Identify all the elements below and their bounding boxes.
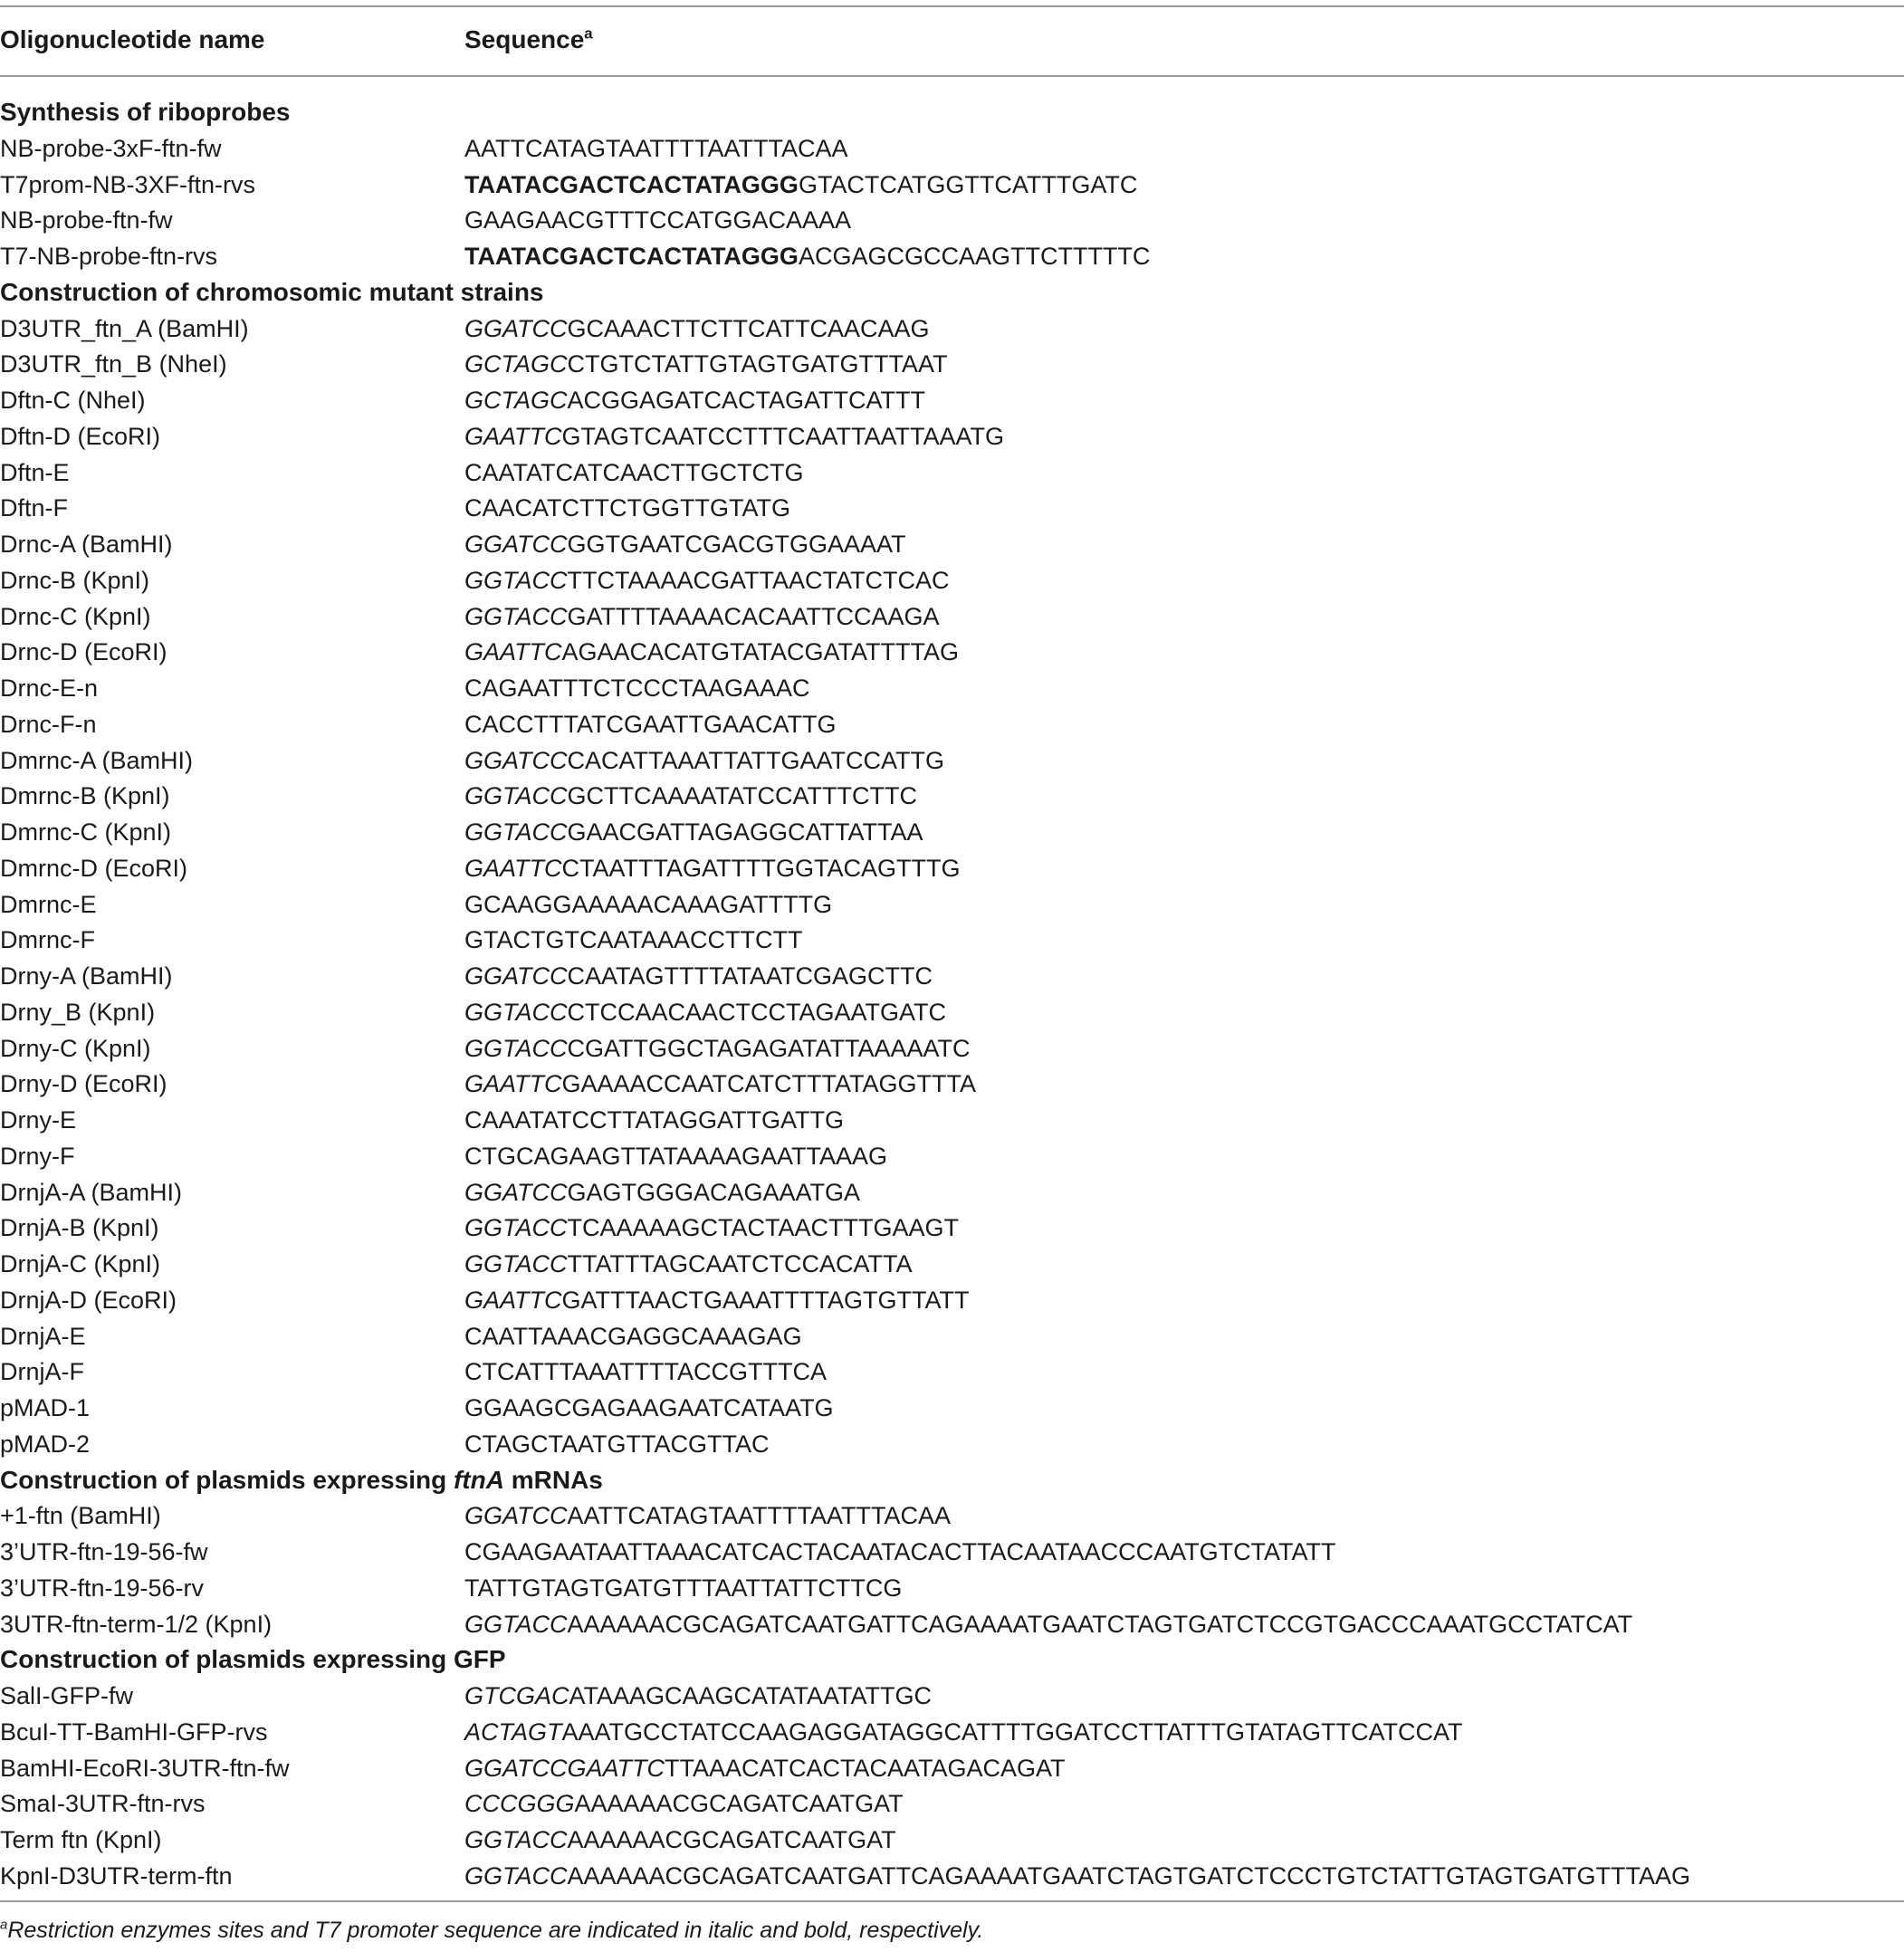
section-title-gene: ftnA [453, 1465, 504, 1494]
oligo-name: Drny-A (BamHI) [0, 962, 173, 990]
table-body [0, 95, 1904, 1895]
table-row [0, 1427, 1904, 1463]
sequence-body: CGAAGAATAATTAAACATCACTACAATACACTTACAATAACCCAATGTCTATATT [464, 1538, 1336, 1565]
sequence-body: GATTTAACTGAAATTTTAGTGTTATT [561, 1286, 970, 1314]
oligo-sequence [464, 1392, 834, 1423]
sequence-body: AATTCATAGTAATTTTAATTTACAA [464, 134, 848, 162]
oligo-sequence [464, 493, 790, 523]
table-row [0, 419, 1904, 455]
restriction-site: GGTACC [464, 1034, 568, 1062]
oligo-sequence [464, 1212, 959, 1243]
sequence-body: GAAGAACGTTTCCATGGACAAAA [464, 206, 852, 234]
column-header-sequence-label: Sequence [464, 25, 585, 53]
oligo-sequence [464, 1861, 1690, 1891]
table-row [0, 671, 1904, 707]
oligo-name: Drny-C (KpnI) [0, 1034, 151, 1062]
restriction-site: GGTACC [464, 602, 568, 630]
oligo-sequence [464, 1068, 976, 1099]
sequence-body: AAAAAACGCAGATCAATGATTCAGAAAATGAATCTAGTGATCTCCGTGACCCAAATGCCTATCAT [567, 1610, 1633, 1638]
table-row [0, 1354, 1904, 1391]
oligo-sequence [464, 565, 950, 596]
oligo-sequence [464, 924, 802, 955]
table-row [0, 779, 1904, 815]
oligo-sequence [464, 997, 946, 1028]
oligo-name: pMAD-2 [0, 1430, 91, 1458]
table-row [0, 563, 1904, 599]
oligo-name: T7-NB-probe-ftn-rvs [0, 243, 218, 270]
oligo-sequence [464, 205, 851, 235]
oligo-name: Drnc-E-n [0, 675, 99, 702]
oligo-name: Dftn-F [0, 494, 69, 522]
oligo-sequence [464, 601, 940, 632]
sequence-body: TTCTAAAACGATTAACTATCTCAC [567, 566, 950, 594]
sequence-body: ATAAAGCAAGCATATAATATTGC [569, 1682, 933, 1709]
restriction-site: GGATCC [464, 1502, 568, 1530]
oligo-name: D3UTR_ftn_A (BamHI) [0, 314, 249, 342]
sequence-body: TATTGTAGTGATGTTTAATTATTCTTCG [464, 1574, 903, 1602]
sequence-body: GCAAGGAAAAACAAAGATTTTG [464, 890, 833, 918]
sequence-body: GTACTCATGGTTCATTTGATC [798, 170, 1138, 198]
oligo-sequence [464, 133, 847, 164]
footnote-marker: a [0, 1917, 8, 1933]
section-heading-row [0, 275, 1904, 311]
oligo-name: Dmrnc-C (KpnI) [0, 818, 172, 846]
sequence-body: AAAAAACGCAGATCAATGATTCAGAAAATGAATCTAGTGATCTCCCTGTCTATTGTAGTGATGTTTAAG [567, 1861, 1691, 1890]
oligo-sequence [464, 169, 1137, 200]
sequence-body: AAATGCCTATCCAAGAGGATAGGCATTTTGGATCCTTATTTGTATAGTTCATCCAT [561, 1718, 1463, 1746]
oligo-name: DrnjA-C (KpnI) [0, 1250, 161, 1277]
restriction-site: GGATCCGAATTC [464, 1754, 665, 1782]
oligo-name: Term ftn (KpnI) [0, 1826, 162, 1853]
section-heading-row [0, 1463, 1904, 1499]
oligo-name: DrnjA-E [0, 1322, 86, 1350]
restriction-site: GGATCC [464, 314, 568, 342]
oligo-name: Drnc-B (KpnI) [0, 566, 150, 594]
sequence-body: AAAAAACGCAGATCAATGAT [574, 1790, 904, 1818]
section-title: Construction of plasmids expressing GFP [0, 1645, 506, 1674]
sequence-body: GAGTGGGACAGAAATGA [567, 1178, 861, 1206]
oligo-sequence [464, 1249, 912, 1279]
restriction-site: GAATTC [464, 854, 562, 882]
sequence-body: CACATTAAATTATTGAATCCATTG [567, 746, 944, 774]
table-row [0, 1535, 1904, 1571]
sequence-body: GAACGATTAGAGGCATTATTAA [567, 818, 923, 846]
oligo-sequence [464, 709, 836, 740]
restriction-site: GGATCC [464, 531, 568, 558]
restriction-site: GAATTC [464, 1286, 562, 1314]
oligo-sequence [464, 673, 810, 703]
table-row [0, 707, 1904, 743]
sequence-body: GTACTGTCAATAAACCTTCTT [464, 926, 803, 954]
sequence-body: CAATAGTTTTATAATCGAGCTTC [567, 962, 933, 990]
table-row [0, 1210, 1904, 1247]
table-row [0, 1175, 1904, 1211]
oligo-sequence [464, 1500, 951, 1531]
oligo-name: Drnc-A (BamHI) [0, 531, 173, 558]
oligo-name: NB-probe-ftn-fw [0, 206, 173, 234]
column-header-name: Oligonucleotide name [0, 25, 265, 53]
table-row [0, 1103, 1904, 1139]
oligo-sequence [464, 1105, 844, 1135]
oligo-sequence [464, 1824, 896, 1855]
restriction-site: GGTACC [464, 1826, 568, 1853]
table-row [0, 1391, 1904, 1427]
sequence-body: CACCTTTATCGAATTGAACATTG [464, 710, 837, 738]
sequence-body: CTCCAACAACTCCTAGAATGATC [567, 998, 947, 1026]
table-row [0, 887, 1904, 923]
oligo-sequence [464, 1536, 1336, 1567]
sequence-body: CTGTCTATTGTAGTGATGTTTAAT [567, 350, 948, 378]
sequence-body: GCAAACTTCTTCATTCAACAAG [567, 314, 930, 342]
table-row [0, 1751, 1904, 1787]
oligo-name: T7prom-NB-3XF-ftn-rvs [0, 170, 256, 198]
oligo-name: Drnc-F-n [0, 710, 97, 738]
restriction-site: CCCGGG [464, 1790, 575, 1818]
table-row [0, 1498, 1904, 1535]
sequence-body: TCAAAAAGCTACTAACTTTGAAGT [567, 1214, 960, 1242]
oligo-sequence [464, 1717, 1462, 1747]
table-row [0, 167, 1904, 204]
table-row [0, 1319, 1904, 1355]
table-row [0, 743, 1904, 780]
oligo-name: Drny-E [0, 1106, 77, 1134]
oligo-sequence [464, 529, 906, 560]
oligo-sequence [464, 421, 1004, 452]
oligo-name: Drny_B (KpnI) [0, 998, 156, 1026]
table-row [0, 599, 1904, 636]
table-row [0, 491, 1904, 527]
oligo-sequence [464, 745, 944, 776]
oligo-sequence [464, 817, 923, 847]
oligo-sequence [464, 1141, 887, 1172]
oligo-sequence [464, 241, 1150, 272]
oligo-name: 3’UTR-ftn-19-56-rv [0, 1574, 205, 1602]
oligo-sequence [464, 1788, 904, 1819]
section-title-part: Construction of plasmids expressing [0, 1465, 454, 1494]
oligo-sequence [464, 349, 947, 379]
table-row [0, 959, 1904, 995]
section-title [0, 1465, 603, 1496]
table-row [0, 1247, 1904, 1283]
restriction-site: ACTAGT [464, 1718, 562, 1746]
oligo-sequence [464, 889, 832, 920]
oligo-sequence [464, 1177, 860, 1208]
oligo-name: Dftn-C (NheI) [0, 387, 146, 414]
oligo-name: DrnjA-F [0, 1358, 84, 1386]
sequence-body: CGATTGGCTAGAGATATTAAAAATC [567, 1034, 971, 1062]
oligo-name: BamHI-EcoRI-3UTR-ftn-fw [0, 1754, 290, 1782]
sequence-body: CAACATCTTCTGGTTGTATG [464, 494, 790, 522]
restriction-site: GGTACC [464, 1214, 568, 1242]
table-row [0, 1859, 1904, 1895]
sequence-body: CAATATCATCAACTTGCTCTG [464, 458, 804, 486]
table-row [0, 1067, 1904, 1103]
restriction-site: GAATTC [464, 638, 562, 666]
sequence-body: CAAATATCCTTATAGGATTGATTG [464, 1106, 844, 1134]
sequence-body: ACGGAGATCACTAGATTCATTT [567, 387, 925, 414]
table-row [0, 1283, 1904, 1319]
oligo-sequence [464, 1033, 971, 1064]
sequence-body: GGTGAATCGACGTGGAAAAT [567, 531, 906, 558]
oligo-name: NB-probe-3xF-ftn-fw [0, 134, 222, 162]
table-row [0, 1679, 1904, 1715]
oligo-name: SalI-GFP-fw [0, 1682, 134, 1709]
restriction-site: GGATCC [464, 1178, 568, 1206]
oligo-name: Dmrnc-D (EcoRI) [0, 854, 187, 882]
sequence-body: GCTTCAAAATATCCATTTCTTC [567, 782, 917, 810]
restriction-site: GGTACC [464, 818, 568, 846]
sequence-body: CTAGCTAATGTTACGTTAC [464, 1430, 770, 1458]
table-header-rule [0, 75, 1904, 77]
oligo-name: Dmrnc-F [0, 926, 95, 954]
sequence-body: AATTCATAGTAATTTTAATTTACAA [567, 1502, 951, 1530]
table-row [0, 1031, 1904, 1067]
table-top-rule [0, 5, 1904, 7]
section-title-part: mRNAs [503, 1465, 603, 1494]
section-heading-row [0, 1642, 1904, 1679]
oligo-sequence [464, 1285, 969, 1316]
table-row [0, 131, 1904, 167]
oligo-name: Dftn-E [0, 458, 70, 486]
table-footnote [0, 1916, 983, 1945]
oligo-sequence [464, 1753, 1066, 1784]
oligo-sequence [464, 1573, 902, 1603]
sequence-body: GTAGTCAATCCTTTCAATTAATTAAATG [561, 422, 1004, 450]
restriction-site: GAATTC [464, 422, 562, 450]
oligo-name: Dftn-D (EcoRI) [0, 422, 161, 450]
sequence-body: TTATTTAGCAATCTCCACATTA [567, 1250, 913, 1277]
t7-promoter-sequence: TAATACGACTCACTATAGGG [464, 243, 799, 270]
table-bottom-rule [0, 1900, 1904, 1902]
column-header-sequence [464, 24, 593, 56]
oligo-name: Dmrnc-B (KpnI) [0, 782, 170, 810]
table-row [0, 203, 1904, 239]
oligo-name: +1-ftn (BamHI) [0, 1502, 161, 1530]
footnote-text: Restriction enzymes sites and T7 promoter sequence are indicated in italic and bold, respectively. [7, 1918, 984, 1943]
oligo-name: KpnI-D3UTR-term-ftn [0, 1861, 233, 1890]
restriction-site: GGTACC [464, 1861, 568, 1890]
oligo-sequence [464, 780, 917, 811]
oligo-name: SmaI-3UTR-ftn-rvs [0, 1790, 206, 1818]
oligo-name: 3UTR-ftn-term-1/2 (KpnI) [0, 1610, 273, 1638]
oligo-name: DrnjA-A (BamHI) [0, 1178, 183, 1206]
sequence-body: CAGAATTTCTCCCTAAGAAAC [464, 675, 810, 702]
table-row [0, 1139, 1904, 1175]
table-row [0, 239, 1904, 275]
restriction-site: GGATCC [464, 962, 568, 990]
sequence-body: GAAAACCAATCATCTTTATAGGTTTA [561, 1070, 976, 1098]
oligo-name: Drnc-D (EcoRI) [0, 638, 167, 666]
oligo-sequence [464, 961, 933, 991]
restriction-site: GGTACC [464, 998, 568, 1026]
table-row [0, 311, 1904, 348]
sequence-body: GGAAGCGAGAAGAATCATAATG [464, 1394, 834, 1421]
oligo-name: DrnjA-B (KpnI) [0, 1214, 159, 1242]
table-row [0, 923, 1904, 959]
table-row [0, 815, 1904, 851]
table-row [0, 347, 1904, 383]
table-row [0, 383, 1904, 419]
sequence-body: AAAAAACGCAGATCAATGAT [567, 1826, 896, 1853]
footnote-marker: a [584, 24, 593, 43]
oligo-sequence [464, 636, 959, 667]
restriction-site: GGTACC [464, 1250, 568, 1277]
restriction-site: GAATTC [464, 1070, 562, 1098]
oligo-sequence [464, 313, 930, 344]
section-title: Construction of chromosomic mutant strains [0, 277, 544, 306]
oligo-sequence [464, 1356, 827, 1387]
sequence-body: CTCATTTAAATTTTACCGTTTCA [464, 1358, 827, 1386]
oligo-name: Drny-F [0, 1142, 75, 1170]
oligo-name: DrnjA-D (EcoRI) [0, 1286, 177, 1314]
sequence-body: CTAATTTAGATTTTGGTACAGTTTG [561, 854, 961, 882]
oligo-name: BcuI-TT-BamHI-GFP-rvs [0, 1718, 268, 1746]
sequence-body: TTAAACATCACTACAATAGACAGAT [665, 1754, 1066, 1782]
sequence-body: GATTTTAAAACACAATTCCAAGA [567, 602, 940, 630]
restriction-site: GCTAGC [464, 387, 568, 414]
table-row [0, 527, 1904, 563]
oligo-sequence [464, 1321, 802, 1352]
table-row [0, 995, 1904, 1031]
restriction-site: GGTACC [464, 782, 568, 810]
t7-promoter-sequence: TAATACGACTCACTATAGGG [464, 170, 799, 198]
oligo-name: Drny-D (EcoRI) [0, 1070, 167, 1098]
oligo-sequence [464, 1680, 932, 1711]
oligo-name: D3UTR_ftn_B (NheI) [0, 350, 227, 378]
table-row [0, 1823, 1904, 1859]
restriction-site: GGATCC [464, 746, 568, 774]
oligo-name: Dmrnc-E [0, 890, 97, 918]
table-row [0, 851, 1904, 887]
sequence-body: AGAACACATGTATACGATATTTTAG [561, 638, 959, 666]
table-row [0, 1607, 1904, 1643]
section-title: Synthesis of riboprobes [0, 98, 291, 126]
restriction-site: GGTACC [464, 566, 568, 594]
table-row [0, 1571, 1904, 1607]
oligo-name: 3’UTR-ftn-19-56-fw [0, 1538, 208, 1565]
oligo-sequence [464, 853, 960, 884]
sequence-body: CAATTAAACGAGGCAAAGAG [464, 1322, 802, 1350]
sequence-body: ACGAGCGCCAAGTTCTTTTTC [798, 243, 1151, 270]
oligo-sequence [464, 1429, 769, 1459]
table-row [0, 455, 1904, 492]
restriction-site: GCTAGC [464, 350, 568, 378]
oligo-sequence [464, 1609, 1632, 1640]
sequence-body: CTGCAGAAGTTATAAAAGAATTAAAG [464, 1142, 888, 1170]
restriction-site: GGTACC [464, 1610, 568, 1638]
oligo-name: Dmrnc-A (BamHI) [0, 746, 194, 774]
section-heading-row [0, 95, 1904, 131]
restriction-site: GTCGAC [464, 1682, 569, 1709]
oligo-name: Drnc-C (KpnI) [0, 602, 151, 630]
oligo-name: pMAD-1 [0, 1394, 91, 1421]
table-row [0, 635, 1904, 671]
oligo-sequence [464, 457, 803, 488]
table-row [0, 1786, 1904, 1823]
table-row [0, 1715, 1904, 1751]
oligo-sequence [464, 385, 925, 416]
